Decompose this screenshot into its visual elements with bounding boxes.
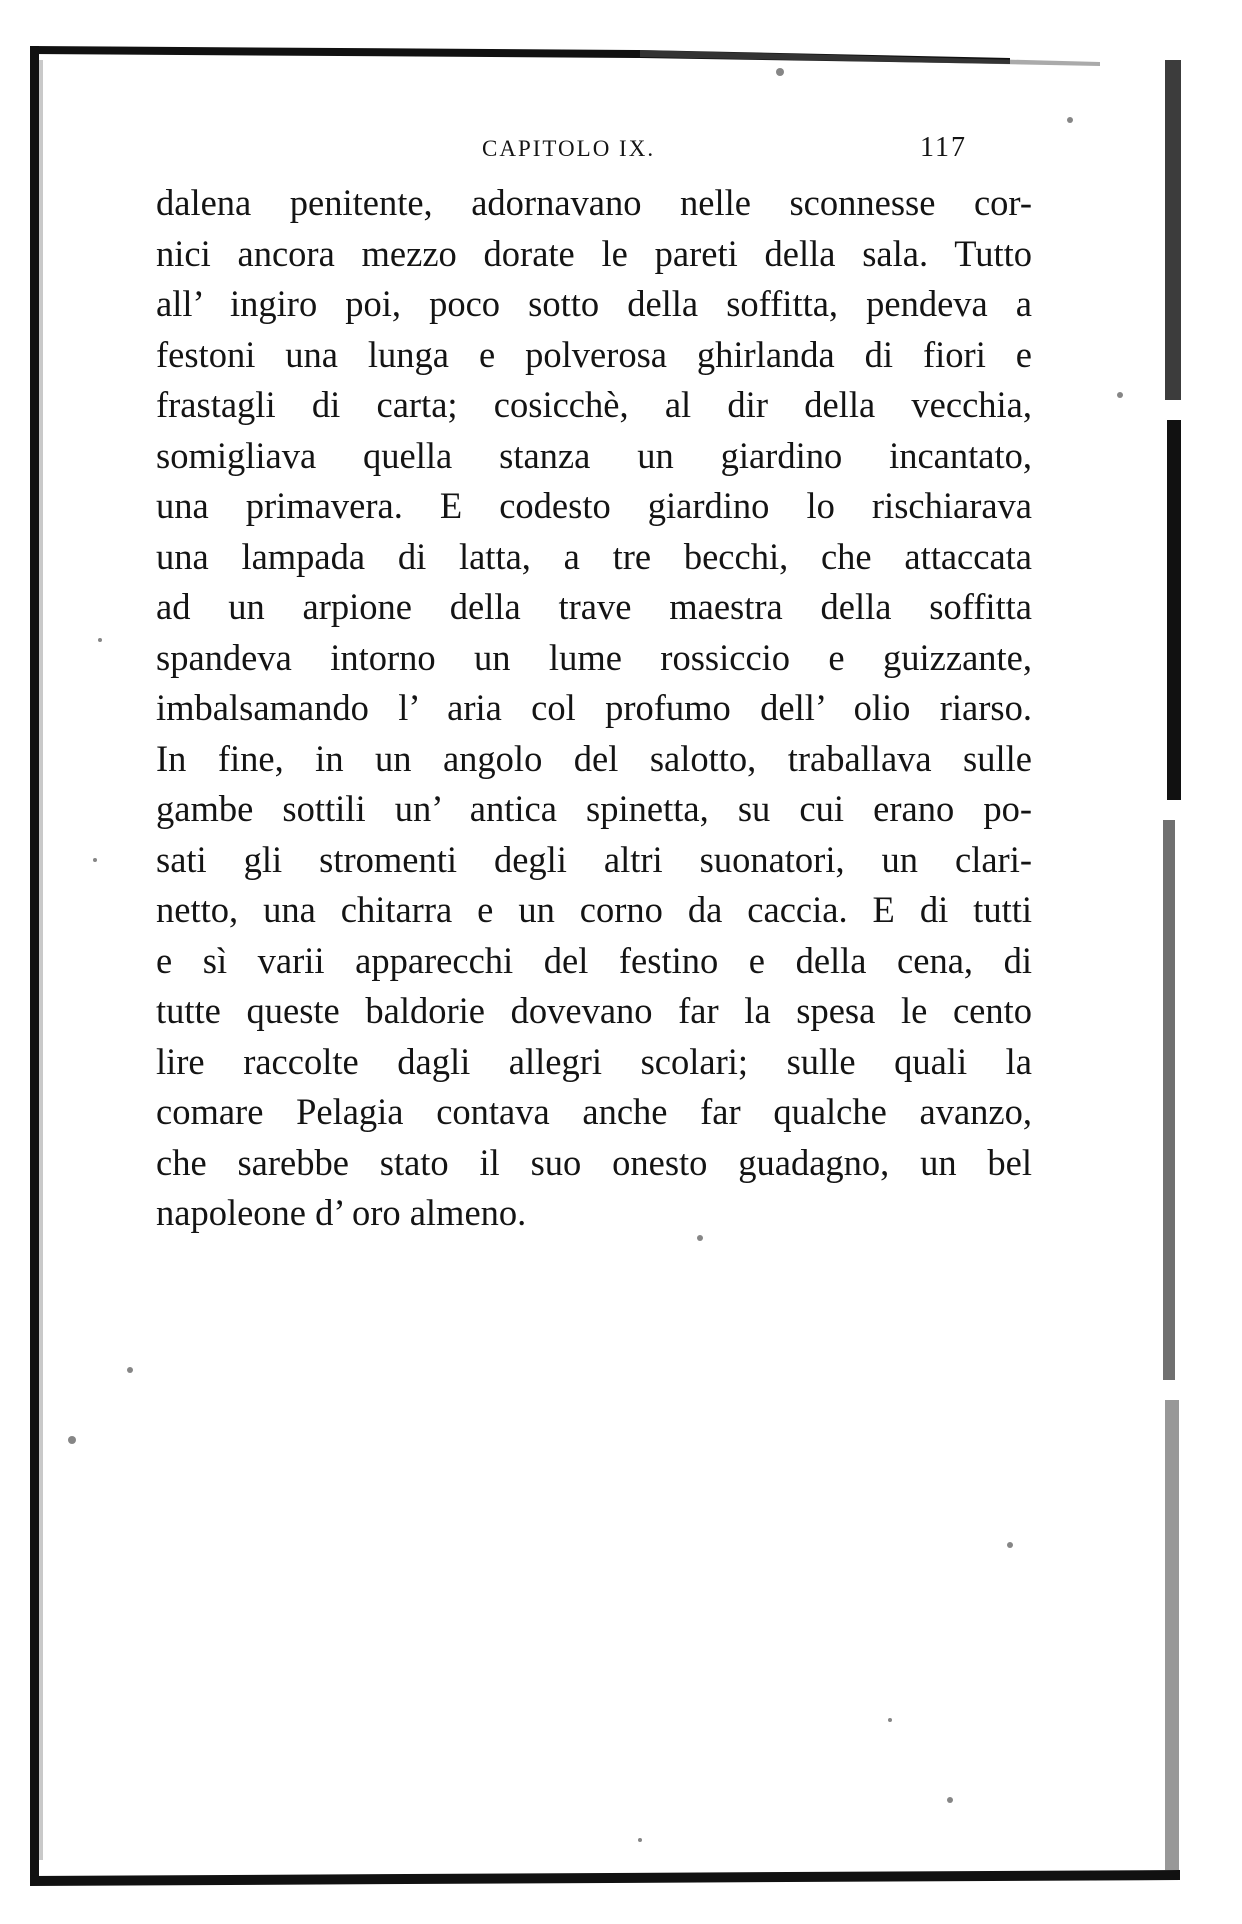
text-line: imbalsamando l’ aria col profumo dell’ olio riarso. xyxy=(156,687,1032,728)
text-line: e sì varii apparecchi del festino e della cena, di xyxy=(156,939,1032,981)
text-line: spandeva intorno un lume rossiccio e guizzante, xyxy=(156,636,1032,678)
text-line: frastagli di carta; cosicchè, al dir della vecchia, xyxy=(156,384,1032,425)
page-header xyxy=(440,132,1020,176)
text-line: tutte queste baldorie dovevano far la spesa le cento xyxy=(156,990,1032,1031)
text-line: una lampada di latta, a tre becchi, che attaccata xyxy=(156,535,1032,577)
text-line: sati gli stromenti degli altri suonatori, un clari- xyxy=(156,838,1032,880)
page-number: 117 xyxy=(920,132,967,163)
text-line: gambe sottili un’ antica spinetta, su cui erano po- xyxy=(156,788,1032,829)
running-head: CAPITOLO IX. xyxy=(482,136,656,161)
text-line: lire raccolte dagli allegri scolari; sulle quali la xyxy=(156,1040,1032,1082)
left-page-edge xyxy=(30,46,39,1884)
top-edge-fade xyxy=(640,50,1100,66)
text-line: ad un arpione della trave maestra della soffitta xyxy=(156,586,1032,627)
right-gutter-edge-bottom xyxy=(1165,1400,1179,1870)
body-text xyxy=(156,178,1032,1239)
text-line: netto, una chitarra e un corno da caccia. E di tutti xyxy=(156,889,1032,930)
text-line: che sarebbe stato il suo onesto guadagno, un bel xyxy=(156,1141,1032,1183)
text-line: all’ ingiro poi, poco sotto della soffitta, pendeva a xyxy=(156,283,1032,324)
text-line: una primavera. E codesto giardino lo rischiarava xyxy=(156,485,1032,526)
bottom-page-edge xyxy=(30,1870,1180,1886)
text-line: nici ancora mezzo dorate le pareti della sala. Tutto xyxy=(156,232,1032,274)
left-edge-shadow xyxy=(39,60,43,1860)
text-line: festoni una lunga e polverosa ghirlanda di fiori e xyxy=(156,333,1032,375)
text-line: dalena penitente, adornavano nelle sconnesse cor- xyxy=(156,182,1032,223)
text-line: napoleone d’ oro almeno. xyxy=(156,1192,527,1233)
right-gutter-edge-upper xyxy=(1165,60,1181,400)
text-line: somigliava quella stanza un giardino incantato, xyxy=(156,434,1032,476)
text-line: comare Pelagia contava anche far qualche avanzo, xyxy=(156,1091,1032,1132)
right-gutter-edge-middle xyxy=(1167,420,1181,800)
text-line: In fine, in un angolo del salotto, traballava sulle xyxy=(156,737,1032,779)
right-gutter-edge-lower xyxy=(1163,820,1175,1380)
